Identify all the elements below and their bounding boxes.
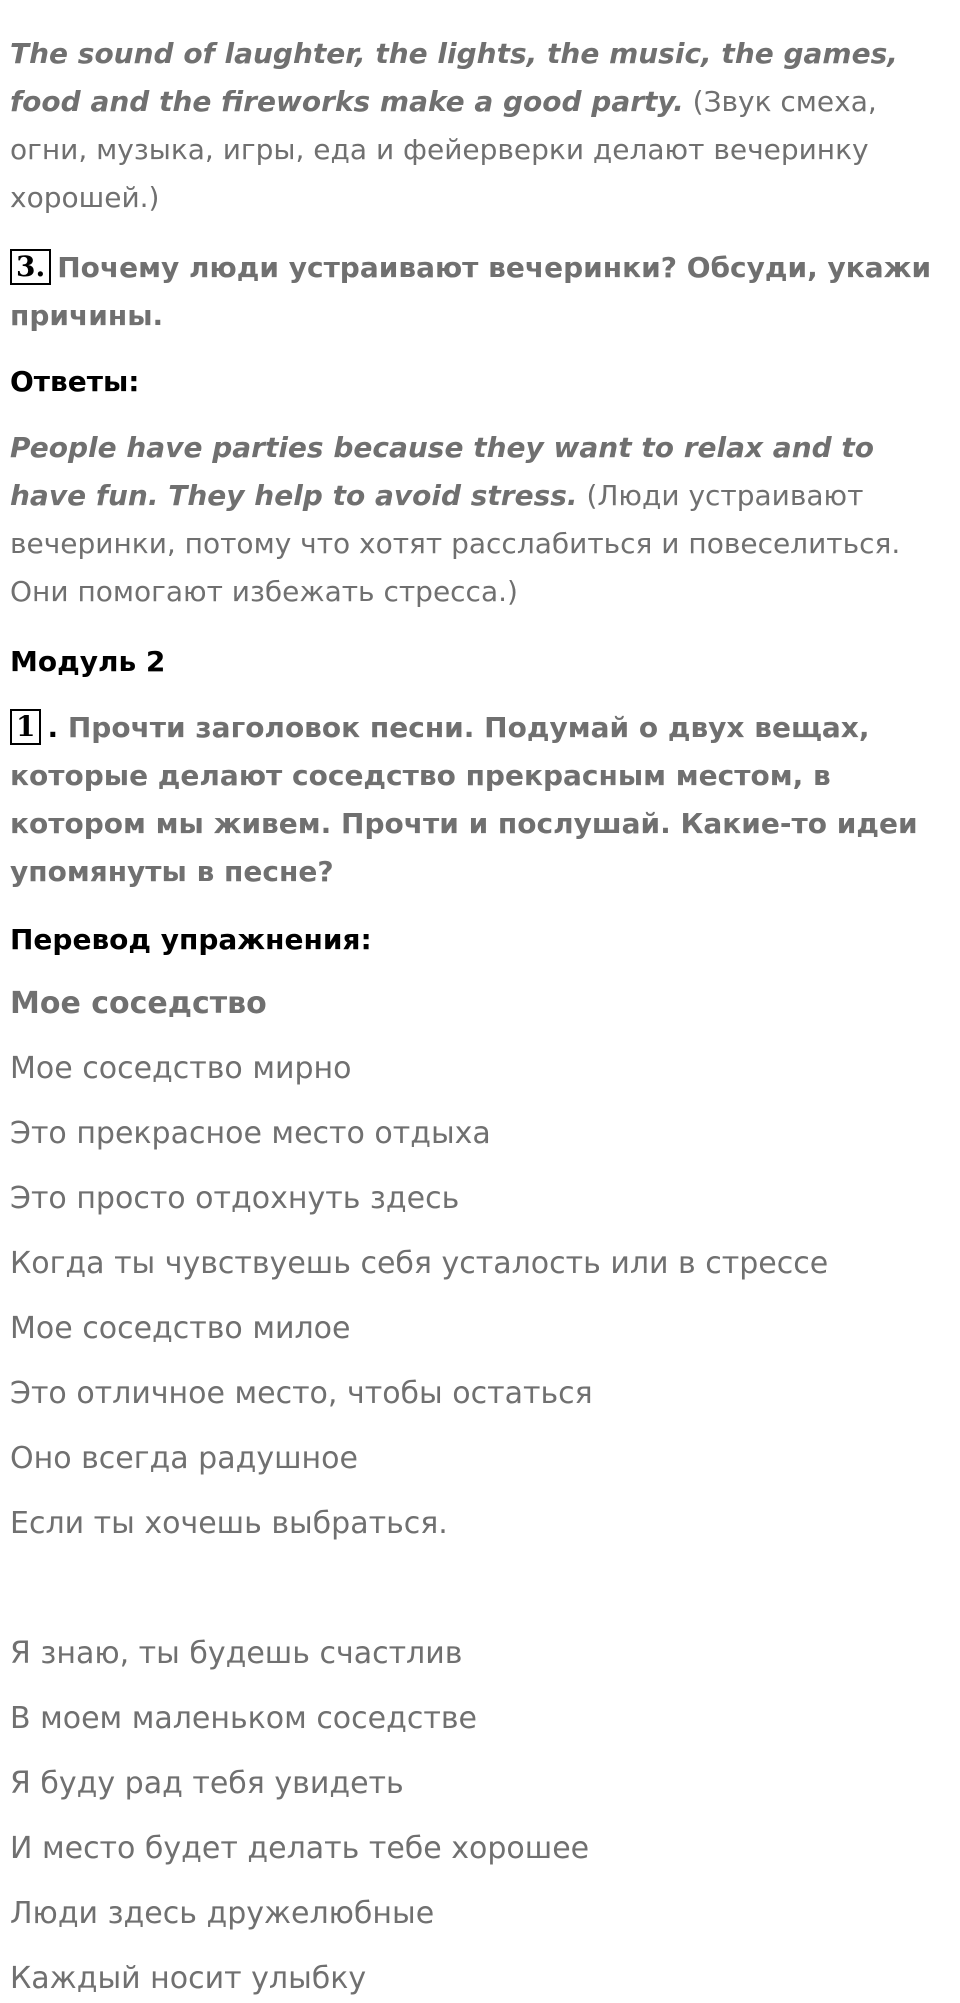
song-line: И место будет делать тебе хорошее <box>10 1831 590 1866</box>
task-number-dot: . <box>47 711 59 744</box>
english-answer: People have parties because they want to relax and to have fun. They help to avoid stress. <box>10 431 875 512</box>
task-1-heading <box>10 704 950 896</box>
song-line: Мое соседство милое <box>10 1311 351 1346</box>
task-number-box: 1 <box>10 709 41 745</box>
english-sentence: The sound of laughter, the lights, the music, the games, food and the fireworks make a good party. <box>10 37 898 118</box>
song-line: Когда ты чувствуешь себя усталость или в стрессе <box>10 1246 829 1281</box>
task-3-heading <box>10 244 950 340</box>
song-line: Оно всегда радушное <box>10 1441 358 1476</box>
task-text: Почему люди устраивают вечеринки? Обсуди, укажи причины. <box>10 251 932 332</box>
party-description-paragraph <box>10 30 950 222</box>
song-title: Мое соседство <box>10 986 267 1021</box>
song-line: Люди здесь дружелюбные <box>10 1896 435 1931</box>
task-number-box: 3. <box>10 249 51 285</box>
answer-paragraph <box>10 424 950 616</box>
song-line: Это прекрасное место отдыха <box>10 1116 491 1151</box>
answers-label: Ответы: <box>10 365 140 398</box>
song-line: Это просто отдохнуть здесь <box>10 1181 460 1216</box>
song-line: В моем маленьком соседстве <box>10 1701 477 1736</box>
song-line: Это отличное место, чтобы остаться <box>10 1376 593 1411</box>
song-line: Мое соседство мирно <box>10 1051 352 1086</box>
russian-answer: (Люди устраивают вечеринки, потому что хотят расслабиться и повеселиться. Они помогают избежать стресса.) <box>10 479 901 608</box>
translation-label: Перевод упражнения: <box>10 923 372 956</box>
module-heading: Модуль 2 <box>10 645 166 678</box>
russian-translation: (Звук смеха, огни, музыка, игры, еда и фейерверки делают вечеринку хорошей.) <box>10 85 877 214</box>
task-text: Прочти заголовок песни. Подумай о двух вещах, которые делают соседство прекрасным местом, в котором мы живем. Прочти и послушай. Какие-то идеи упомянуты в песне? <box>10 711 918 888</box>
song-line: Каждый носит улыбку <box>10 1961 367 1996</box>
song-line: Я знаю, ты будешь счастлив <box>10 1636 463 1671</box>
song-line: Если ты хочешь выбраться. <box>10 1506 448 1541</box>
song-line: Я буду рад тебя увидеть <box>10 1766 404 1801</box>
